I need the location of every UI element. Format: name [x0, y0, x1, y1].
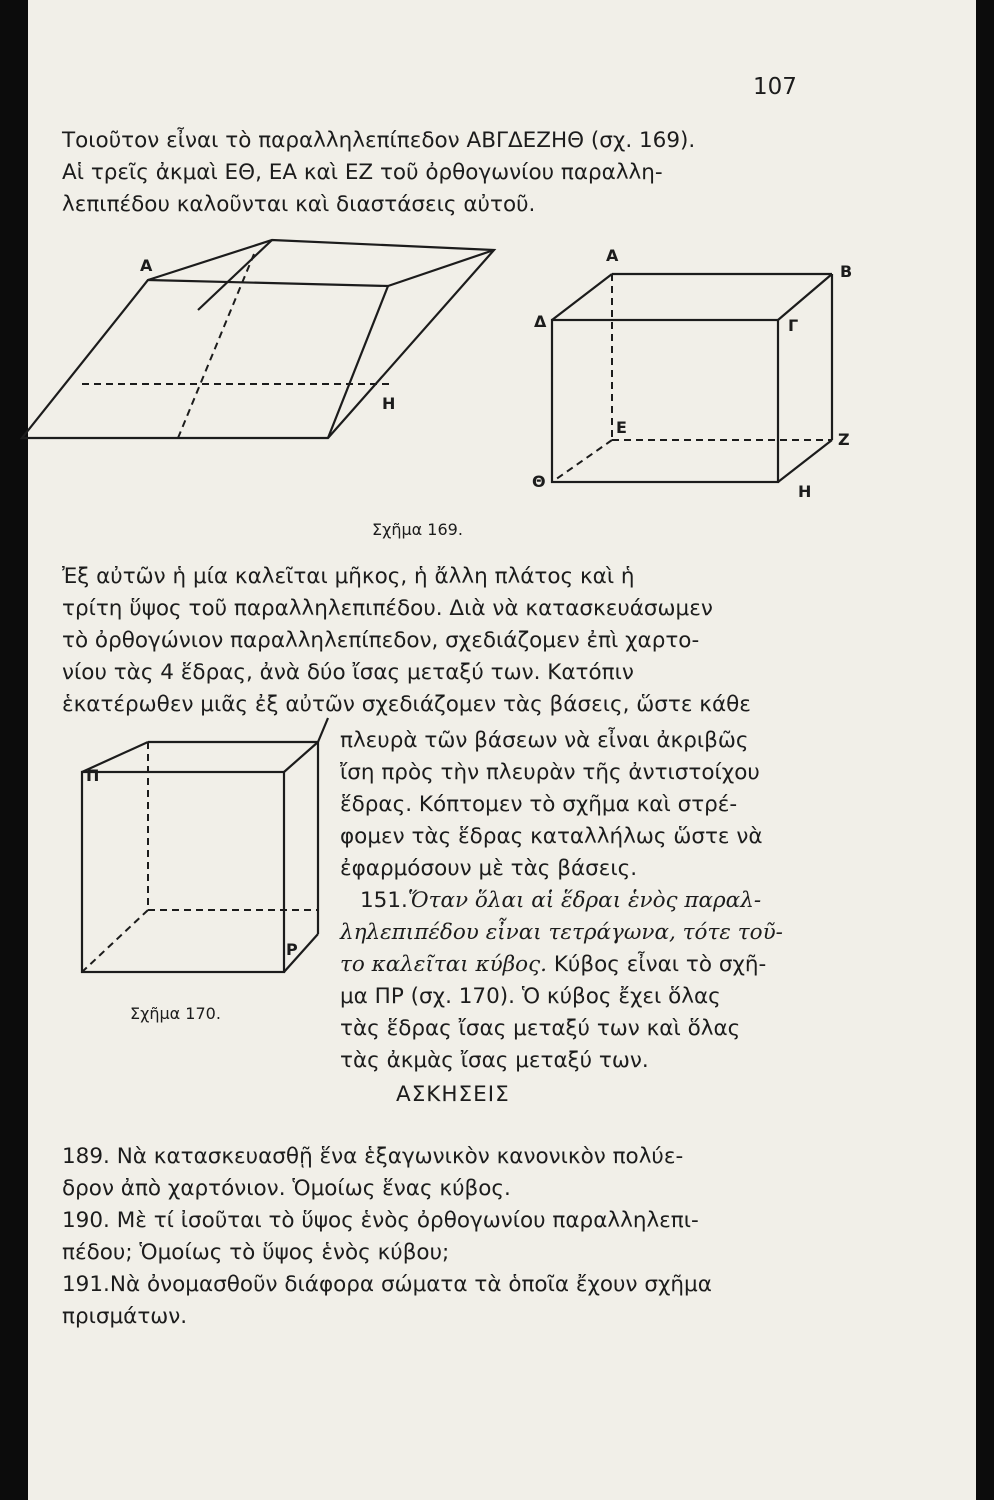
para1-cont-line-4: φομεν τὰς ἕδρας καταλλήλως ὥστε νὰ — [340, 824, 763, 849]
definition-151-number: 151. — [360, 888, 408, 913]
exercise-line-1: 189. Νὰ κατασκευασθῇ ἕνα ἑξαγωνικὸν κανονικὸν πολύε- — [62, 1144, 684, 1169]
para1-line-2: τρίτη ὕψος τοῦ παραλληλεπιπέδου. Διὰ νὰ κατασκευάσωμεν — [62, 596, 713, 621]
definition-151-italic-2: ληλεπιπέδου εἶναι τετράγωνα, τότε τοῦ- — [340, 920, 783, 945]
definition-151-line-1 — [360, 888, 761, 913]
exercises-heading: ΑΣΚΗΣΕΙΣ — [396, 1082, 510, 1107]
definition-151-line-5: τὰς ἕδρας ἴσας μεταξύ των καὶ ὅλας — [340, 1016, 741, 1041]
fig169-caption: Σχῆμα 169. — [372, 520, 463, 539]
prism-outline — [22, 240, 494, 438]
fig169-label-a: Α — [606, 246, 619, 265]
fig169-label-th: Θ — [532, 472, 546, 491]
fig170-label-r: Ρ — [286, 940, 298, 959]
box-edge — [778, 274, 832, 320]
definition-151-italic-1: Ὅταν ὅλαι αἱ ἕδραι ἑνὸς παραλ- — [407, 888, 762, 913]
box-edge — [552, 274, 612, 320]
para1-line-5: ἑκατέρωθεν μιᾶς ἐξ αὐτῶν σχεδιάζομεν τὰς βάσεις, ὥστε κάθε — [62, 692, 751, 717]
fig169-left-label-h: Η — [382, 394, 396, 413]
fig169-label-h: Η — [798, 482, 812, 501]
fig170-caption: Σχῆμα 170. — [130, 1004, 221, 1023]
prism-edge — [148, 280, 388, 286]
para1-cont-line-3: ἕδρας. Κόπτομεν τὸ σχῆμα καὶ στρέ- — [340, 792, 738, 817]
exercise-line-3: 190. Μὲ τί ἰσοῦται τὸ ὕψος ἑνὸς ὀρθογωνίου παραλληλεπι- — [62, 1208, 699, 1233]
box-edge — [778, 440, 832, 482]
book-page — [28, 0, 976, 1500]
para1-cont-line-1: πλευρὰ τῶν βάσεων νὰ εἶναι ἀκριβῶς — [340, 728, 749, 753]
prism-edge — [328, 286, 388, 438]
fig170-label-p: Π — [86, 766, 100, 785]
box-front-face — [552, 320, 778, 482]
page-number: 107 — [753, 74, 797, 100]
definition-151-italic-3: το καλεῖται κύβος. — [340, 952, 547, 977]
exercise-line-4: πέδου; Ὁμοίως τὸ ὕψος ἑνὸς κύβου; — [62, 1240, 450, 1265]
cube-hidden-edge — [82, 910, 148, 972]
cube-edge — [284, 742, 318, 772]
intro-line-1: Τοιοῦτον εἶναι τὸ παραλληλεπίπεδον ΑΒΓΔΕΖΗΘ (σχ. 169). — [62, 128, 696, 153]
para1-line-1: Ἐξ αὐτῶν ἡ μία καλεῖται μῆκος, ἡ ἄλλη πλάτος καὶ ἡ — [62, 564, 635, 589]
fig170-cube — [28, 0, 29, 1]
cube-edge — [318, 718, 328, 742]
para1-cont-line-5: ἐφαρμόσουν μὲ τὰς βάσεις. — [340, 856, 638, 881]
fig169-label-d: Δ — [534, 312, 547, 331]
intro-line-2: Αἱ τρεῖς ἀκμαὶ ΕΘ, ΕΑ καὶ ΕΖ τοῦ ὀρθογωνίου παραλλη- — [62, 160, 663, 185]
box-hidden-edge — [552, 440, 612, 482]
definition-151-line-4: μα ΠΡ (σχ. 170). Ὁ κύβος ἔχει ὅλας — [340, 984, 721, 1009]
fig169-left-label-a: Α — [140, 256, 153, 275]
definition-151-line-3 — [340, 952, 766, 977]
definition-151-line-3-rest: Κύβος εἶναι τὸ σχῆ- — [553, 952, 767, 977]
fig169-label-b: Β — [840, 262, 853, 281]
intro-line-3: λεπιπέδου καλοῦνται καὶ διαστάσεις αὐτοῦ. — [62, 192, 536, 217]
definition-151-line-6: τὰς ἀκμὰς ἴσας μεταξύ των. — [340, 1048, 649, 1073]
exercise-line-5: 191.Νὰ ὀνομασθοῦν διάφορα σώματα τὰ ὁποῖα ἔχουν σχῆμα — [62, 1272, 712, 1297]
para1-cont-line-2: ἴση πρὸς τὴν πλευρὰν τῆς ἀντιστοίχου — [340, 760, 760, 785]
para1-line-4: νίου τὰς 4 ἕδρας, ἀνὰ δύο ἴσας μεταξύ των. Κατόπιν — [62, 660, 634, 685]
para1-line-3: τὸ ὀρθογώνιον παραλληλεπίπεδον, σχεδιάζομεν ἐπὶ χαρτο- — [62, 628, 700, 653]
exercise-line-2: δρον ἀπὸ χαρτόνιον. Ὁμοίως ἕνας κύβος. — [62, 1176, 511, 1201]
cube-front-face — [82, 772, 284, 972]
exercise-line-6: πρισμάτων. — [62, 1304, 188, 1329]
fig169-label-e: Ε — [616, 418, 627, 437]
fig169-label-z: Ζ — [838, 430, 850, 449]
fig169-label-g: Γ — [788, 316, 799, 335]
